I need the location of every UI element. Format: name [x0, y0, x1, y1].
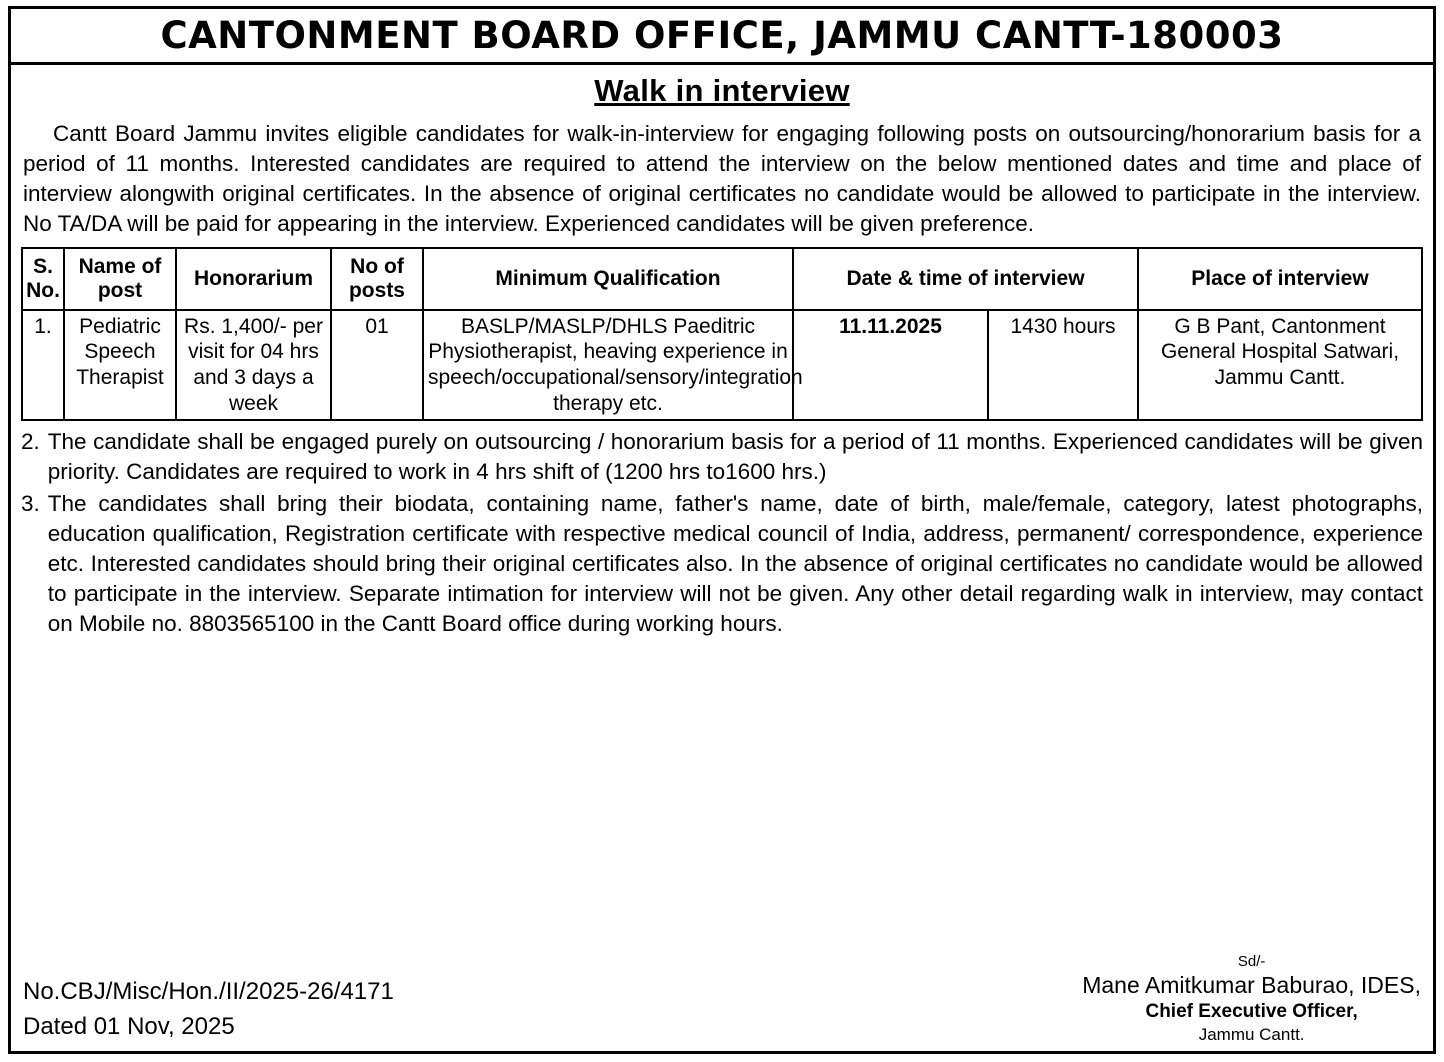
note-item: [21, 427, 1423, 487]
column-header-sno: S. No.: [22, 248, 64, 310]
note-number: 3.: [21, 491, 40, 517]
reference-date: Dated 01 Nov, 2025: [23, 1013, 235, 1041]
column-header-date-time: Date & time of interview: [793, 248, 1138, 310]
signatory-name: Mane Amitkumar Baburao, IDES,: [1082, 972, 1421, 999]
column-header-qualification: Minimum Qualification: [423, 248, 793, 310]
note-text: The candidates shall bring their biodata, containing name, father's name, date of birth, male/female, category, latest photographs, education qualification, Registration certificate with respective medical council of India, address, permanent/ correspondence, experience etc. Interested candidates should bring their original certificates also. In the absence of original certificates no candidate would be allowed to participate in the interview. Separate intimation for interview will not be given. Any other detail regarding walk in interview, may contact on Mobile no. 8803565100 in the Cantt Board office during working hours.: [47, 491, 1423, 636]
signature-mark: Sd/-: [1237, 952, 1266, 970]
cell-interview-date: 11.11.2025: [793, 310, 988, 420]
reference-block: [23, 975, 394, 1045]
signatory-place: Jammu Cantt.: [1198, 1024, 1305, 1044]
cell-interview-time: 1430 hours: [988, 310, 1138, 420]
column-header-place: Place of interview: [1138, 248, 1422, 310]
cell-no-of-posts: 01: [331, 310, 423, 420]
cell-place: G B Pant, Cantonment General Hospital Satwari, Jammu Cantt.: [1138, 310, 1422, 420]
intro-paragraph: [23, 119, 1421, 239]
signatory-designation: Chief Executive Officer,: [1145, 1001, 1358, 1022]
column-header-name-of-post: Name of post: [64, 248, 176, 310]
vacancy-table: [21, 247, 1423, 422]
title-divider: [11, 62, 1433, 65]
note-number: 2.: [21, 429, 40, 455]
notice-sheet: [8, 6, 1436, 1054]
note-text: The candidate shall be engaged purely on outsourcing / honorarium basis for a period of 11 months. Experienced candidates will be given priority. Candidates are required to work in 4 hrs shift of (1200 hrs to1600 hrs.): [47, 429, 1423, 485]
footer: [23, 953, 1421, 1046]
table-row: [22, 310, 1422, 420]
note-item: [21, 489, 1423, 639]
cell-name-of-post: Pediatric Speech Therapist: [64, 310, 176, 420]
cell-honorarium: Rs. 1,400/- per visit for 04 hrs and 3 days a week: [176, 310, 331, 420]
notes-section: [21, 427, 1423, 638]
cell-sno: 1.: [22, 310, 64, 420]
cell-qualification: BASLP/MASLP/DHLS Paeditric Physiotherapist, heaving experience in speech/occupational/sensory/integration therapy etc.: [423, 310, 793, 420]
reference-number: No.CBJ/Misc/Hon./II/2025-26/4171: [23, 978, 394, 1006]
page-title: CANTONMENT BOARD OFFICE, JAMMU CANTT-180003: [160, 14, 1284, 57]
signature-block: [1082, 953, 1421, 1046]
intro-text: Cantt Board Jammu invites eligible candidates for walk-in-interview for engaging following posts on outsourcing/honorarium basis for a period of 11 months. Interested candidates are required to attend the interview on the below mentioned dates and time and place of interview alongwith original certificates. In the absence of original certificates no candidate would be allowed to participate in the interview. No TA/DA will be paid for appearing in the interview. Experienced candidates will be given preference.: [23, 120, 1421, 236]
notice-subtitle: Walk in interview: [594, 72, 850, 108]
table-header-row: [22, 248, 1422, 310]
column-header-honorarium: Honorarium: [176, 248, 331, 310]
column-header-no-of-posts: No of posts: [331, 248, 423, 310]
